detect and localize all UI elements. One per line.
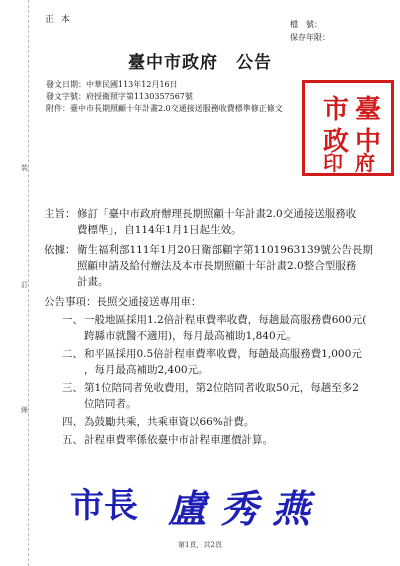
seal-char: 中 (355, 127, 382, 157)
copy-mark: 正 本 (45, 15, 72, 25)
subject-line: 費標準」，自114年1月1日起生效。 (77, 224, 242, 236)
notice-item-text: 位陪同者。 (84, 398, 137, 410)
notice-item-number: 四、 (62, 416, 83, 428)
notice-item-text: 為鼓勵共乘，共乘車資以66%計費。 (84, 416, 255, 428)
subject-label: 主旨： (44, 208, 76, 220)
binding-mark: 裝 (21, 164, 28, 172)
subject-line: 修訂「臺中市政府辦理長期照顧十年計畫2.0交通接送服務收 (77, 208, 357, 220)
binding-mark: 訂 (21, 281, 28, 289)
notice-item-number: 三、 (62, 382, 83, 394)
seal-char: 府 (355, 151, 375, 175)
signature-title: 市長 (70, 486, 138, 526)
issue-date: 發文日期：中華民國113年12月16日 (46, 80, 178, 89)
seal-char: 政 (323, 127, 350, 157)
basis-line: 衛生福利部111年1月20日衛部顧字第1101963139號公告長期 (77, 244, 373, 256)
notice-item-text: 第1位陪同者免收費用，第2位陪同者收取50元，每趟至多2 (84, 382, 359, 394)
mayor-signature: 盧秀燕 (168, 486, 325, 531)
attachment-line: 附件：臺中市長期照顧十年計畫2.0交通接送服務收費標準修正條文 (46, 104, 283, 113)
notice-item-text: ，每月最高補助2,400元。 (84, 364, 209, 376)
notice-item-number: 二、 (62, 348, 83, 360)
seal-char: 印 (323, 151, 343, 175)
notice-item-number: 五、 (62, 434, 83, 446)
page-number: 第1頁，共2頁 (178, 541, 222, 549)
basis-label: 依據： (44, 244, 76, 256)
basis-line: 照顧申請及給付辦法及本市長期照顧十年計畫2.0整合型服務 (77, 260, 357, 272)
page-title: 臺中市政府 公告 (128, 53, 272, 73)
notice-item-number: 一、 (62, 314, 83, 326)
file-number-label: 檔 號： (290, 20, 322, 29)
notice-item-text: 計程車費率係依臺中市計程車運價計算。 (84, 434, 273, 446)
retention-period-label: 保存年限： (290, 33, 330, 42)
notice-item-text: 和平區採用0.5倍計程車費率收費，每趟最高服務費1,000元 (84, 348, 362, 360)
notice-item-text: 跨縣市就醫不適用)，每月最高補助1,840元。 (84, 330, 297, 342)
binding-mark: 線 (21, 406, 28, 414)
document-number: 發文字號：府授衛照字第1130357567號 (46, 92, 193, 101)
seal-char: 市 (323, 95, 350, 125)
official-seal (302, 80, 394, 176)
basis-line: 計畫。 (77, 276, 109, 288)
seal-char: 臺 (355, 95, 382, 125)
notice-item-text: 一般地區採用1.2倍計程車費率收費，每趟最高服務費600元( (84, 314, 367, 326)
notice-label: 公告事項：長照交通接送專用車： (44, 296, 202, 308)
binding-line (28, 0, 29, 566)
